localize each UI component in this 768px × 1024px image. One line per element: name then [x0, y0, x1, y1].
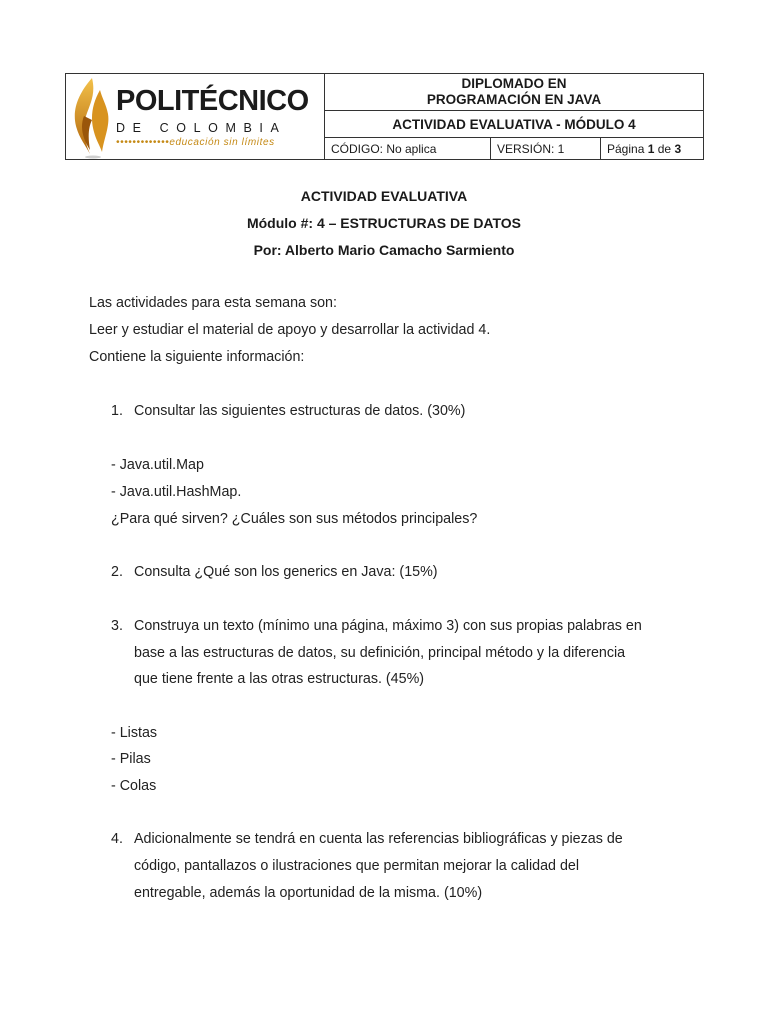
item-number: 4. [111, 831, 123, 847]
bullet-item: - Pilas [111, 751, 151, 767]
program-title-line1: DIPLOMADO EN [461, 76, 567, 91]
bullet-item: - Java.util.HashMap. [111, 484, 242, 500]
item-text: entregable, además la oportunidad de la misma. (10%) [134, 885, 483, 901]
flame-logo-icon [70, 76, 116, 159]
bullet-item: - Listas [111, 725, 158, 741]
item-number: 3. [111, 618, 123, 634]
document-title: ACTIVIDAD EVALUATIVA [300, 188, 468, 204]
module-title: Módulo #: 4 – ESTRUCTURAS DE DATOS [246, 215, 522, 231]
document-header-table [65, 73, 704, 160]
author-line: Por: Alberto Mario Camacho Sarmiento [253, 242, 515, 258]
page-current: 1 [647, 141, 655, 156]
intro-line: Leer y estudiar el material de apoyo y desarrollar la actividad 4. [89, 322, 491, 338]
item-number: 1. [111, 403, 123, 419]
logo-tagline: •••••••••••••educación sin límites [116, 137, 275, 148]
item-text: base a las estructuras de datos, su definición, principal método y la diferencia [134, 645, 626, 661]
intro-line: Contiene la siguiente información: [89, 349, 305, 365]
item-text: Consulta ¿Qué son los generics en Java: (15%) [134, 564, 438, 580]
document-meta-row [325, 138, 703, 159]
item-text: Construya un texto (mínimo una página, máximo 3) con sus propias palabras en [134, 618, 642, 634]
question-line: ¿Para qué sirven? ¿Cuáles son sus métodos principales? [111, 511, 478, 527]
page-label: Página [607, 141, 645, 156]
header-info-cell [325, 74, 703, 159]
bullet-item: - Java.util.Map [111, 457, 204, 473]
program-title [325, 74, 703, 111]
logo-subtitle: DE COLOMBIA [116, 121, 287, 135]
logo-brand-text: POLITÉCNICO [116, 85, 309, 117]
page-total: 3 [674, 141, 682, 156]
bullet-item: - Colas [111, 778, 157, 794]
item-text: código, pantallazos o ilustraciones que permitan mejorar la calidad del [134, 858, 580, 874]
activity-title: ACTIVIDAD EVALUATIVA - MÓDULO 4 [325, 111, 703, 138]
item-text: que tiene frente a las otras estructuras. (45%) [134, 671, 425, 687]
page-of: de [657, 141, 672, 156]
code-field: CÓDIGO: No aplica [325, 138, 491, 159]
version-field: VERSIÓN: 1 [491, 138, 601, 159]
page-indicator [601, 138, 703, 159]
item-number: 2. [111, 564, 123, 580]
institution-logo [66, 74, 325, 159]
item-text: Consultar las siguientes estructuras de datos. (30%) [134, 403, 466, 419]
item-text: Adicionalmente se tendrá en cuenta las referencias bibliográficas y piezas de [134, 831, 623, 847]
program-title-line2: PROGRAMACIÓN EN JAVA [426, 92, 602, 107]
intro-line: Las actividades para esta semana son: [89, 295, 337, 311]
